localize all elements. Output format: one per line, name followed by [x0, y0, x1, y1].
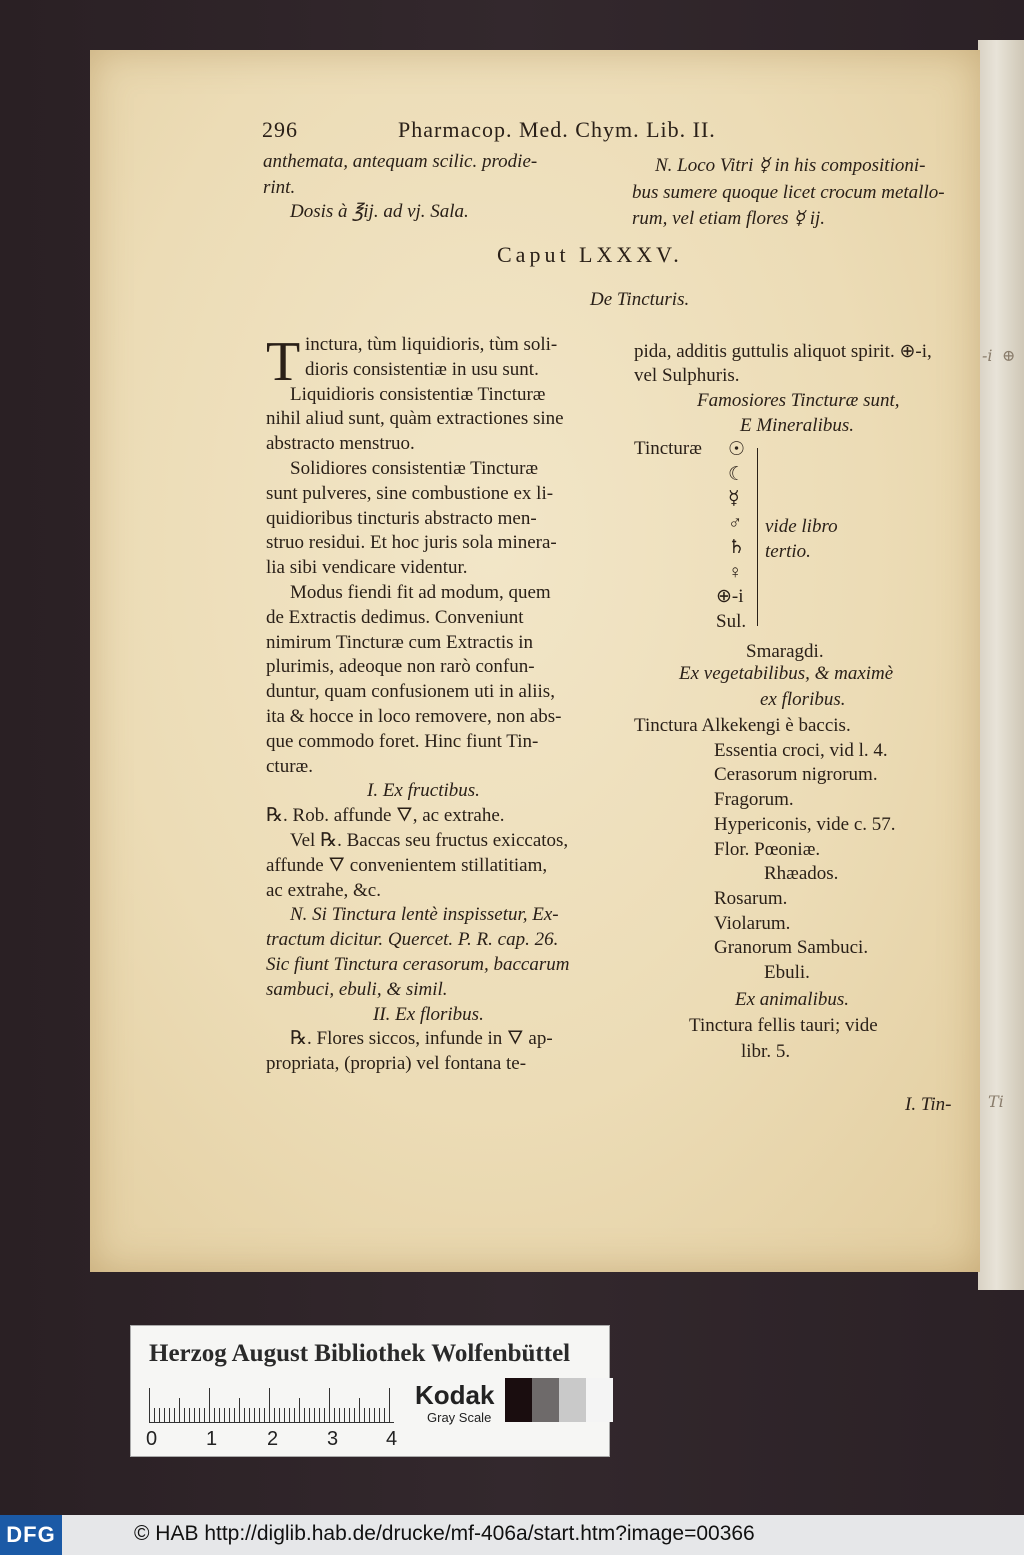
text-line: tertio.	[765, 541, 811, 562]
text-line: affunde 🜄 convenientem stillatitiam,	[266, 854, 548, 876]
symbol-item: ☉	[728, 439, 746, 460]
text-line: II. Ex floribus.	[373, 1003, 484, 1025]
footer-bar	[0, 1515, 1024, 1555]
symbol-item: ♀	[728, 561, 743, 583]
section-heading: ex floribus.	[760, 689, 846, 710]
symbol-item: ☿	[728, 488, 740, 509]
ruler-tick	[189, 1408, 190, 1422]
text-line: bus sumere quoque licet crocum metallo-	[632, 182, 945, 203]
tincture-item: Granorum Sambuci.	[714, 937, 869, 959]
ruler-tick	[194, 1408, 195, 1422]
ruler-tick	[339, 1408, 340, 1422]
text-line: N. Loco Vitri ☿ in his compositioni-	[655, 155, 926, 176]
ruler-tick	[299, 1398, 300, 1422]
text-line: propriata, (propria) vel fontana te-	[266, 1053, 527, 1075]
symbol-item: ♄	[728, 537, 746, 558]
tincture-item: Ebuli.	[764, 962, 810, 983]
symbol-item: ⊕-i	[716, 586, 744, 607]
tincture-item: Essentia croci, vid l. 4.	[714, 739, 888, 761]
ruler-tick	[169, 1408, 170, 1422]
section-heading: Ex animalibus.	[735, 989, 849, 1010]
ruler-tick	[249, 1408, 250, 1422]
ruler-tick	[284, 1408, 285, 1422]
ruler-number: 4	[386, 1428, 398, 1450]
ruler-number: 0	[146, 1428, 158, 1450]
kodak-logo: Kodak	[415, 1380, 495, 1410]
ruler-tick	[289, 1408, 290, 1422]
ruler-tick	[389, 1388, 390, 1422]
text-line: cturæ.	[266, 755, 313, 777]
ruler-tick	[154, 1408, 155, 1422]
ruler-tick	[314, 1408, 315, 1422]
text-line: Liquidioris consistentiæ Tincturæ	[290, 383, 546, 405]
ruler-tick	[294, 1408, 295, 1422]
ruler-number: 2	[267, 1428, 279, 1450]
ruler-tick	[379, 1408, 380, 1422]
scale-card	[130, 1325, 610, 1457]
ruler-tick	[344, 1408, 345, 1422]
ruler-tick	[204, 1408, 205, 1422]
text-line: Tincturæ	[634, 438, 702, 459]
ruler-tick	[219, 1408, 220, 1422]
text-line: libr. 5.	[741, 1041, 791, 1062]
text-line: que commodo foret. Hinc fiunt Tin-	[266, 730, 539, 752]
gray-scale-label: Gray Scale	[427, 1410, 492, 1425]
symbol-item: Sul.	[716, 610, 747, 632]
section-heading: Ex vegetabilibus, & maximè	[679, 663, 894, 684]
ruler-number: 1	[206, 1428, 218, 1450]
library-name: Herzog August Bibliothek Wolfenbüttel	[149, 1340, 571, 1367]
text-line: nimirum Tincturæ cum Extractis in	[266, 631, 534, 653]
text-line: anthemata, antequam scilic. prodie-	[263, 151, 538, 172]
text-line: quidioribus tincturis abstracto men-	[266, 507, 537, 529]
ruler-tick	[264, 1408, 265, 1422]
ruler-tick	[179, 1398, 180, 1422]
tincture-item: Rosarum.	[714, 887, 788, 909]
tincture-item: Fragorum.	[714, 789, 794, 811]
section-heading: E Mineralibus.	[740, 415, 854, 436]
text-line: ita & hocce in loco removere, non abs-	[266, 706, 562, 727]
ruler-tick	[149, 1388, 150, 1422]
text-line: struo residui. Et hoc juris sola minera-	[266, 532, 557, 554]
text-line: vel Sulphuris.	[634, 365, 740, 386]
catchword: I. Tin-	[905, 1094, 952, 1115]
text-line: pida, additis guttulis aliquot spirit. ⊕-i,	[634, 341, 932, 362]
gray-patch	[559, 1378, 586, 1422]
ruler-tick	[364, 1408, 365, 1422]
edge-fragment: ⊕	[1002, 346, 1016, 365]
text-line: vide libro	[765, 516, 838, 537]
text-line: sambuci, ebuli, & simil.	[266, 978, 448, 1000]
tincture-item: Tinctura Alkekengi è baccis.	[634, 715, 851, 736]
text-line: ℞. Rob. affunde 🜄, ac extrahe.	[266, 805, 505, 827]
text-line: rint.	[263, 177, 296, 198]
text-line: I. Ex fructibus.	[367, 780, 480, 802]
ruler-tick	[159, 1408, 160, 1422]
brace	[757, 448, 758, 626]
text-line: Sic fiunt Tinctura cerasorum, baccarum	[266, 954, 570, 975]
copyright-link[interactable]: © HAB http://diglib.hab.de/drucke/mf-406a/start.htm?image=00366	[134, 1522, 755, 1545]
gray-patch	[505, 1378, 532, 1422]
text-line: ℞. Flores siccos, infunde in 🜄 ap-	[290, 1028, 553, 1050]
ruler-tick	[349, 1408, 350, 1422]
ruler-tick	[234, 1408, 235, 1422]
page-number: 296	[262, 117, 298, 142]
text-line: Tinctura fellis tauri; vide	[689, 1015, 878, 1036]
ruler-tick	[224, 1408, 225, 1422]
text-line: Smaragdi.	[746, 641, 824, 662]
ruler-tick	[369, 1408, 370, 1422]
ruler-tick	[199, 1408, 200, 1422]
scale-ruler	[149, 1388, 394, 1423]
running-title: Pharmacop. Med. Chym. Lib. II.	[398, 117, 716, 142]
text-line: ac extrahe, &c.	[266, 879, 381, 901]
gray-patch	[532, 1378, 559, 1422]
edge-fragment: Ti	[988, 1092, 1004, 1111]
section-heading: Famosiores Tincturæ sunt,	[697, 390, 900, 411]
ruler-tick	[279, 1408, 280, 1422]
ruler-tick	[209, 1388, 210, 1422]
tincture-item: Rhæados.	[764, 863, 839, 885]
ruler-number: 3	[327, 1428, 339, 1450]
ruler-tick	[309, 1408, 310, 1422]
ruler-tick	[334, 1408, 335, 1422]
symbol-item: ♂	[728, 512, 743, 534]
text-line: dioris consistentiæ in usu sunt.	[305, 358, 539, 380]
gray-patch	[586, 1378, 613, 1422]
tincture-item: Flor. Pœoniæ.	[714, 838, 821, 860]
text-line: Solidiores consistentiæ Tincturæ	[290, 458, 539, 479]
ruler-tick	[319, 1408, 320, 1422]
text-line: de Extractis dedimus. Conveniunt	[266, 606, 524, 628]
edge-fragment: -i	[982, 346, 993, 365]
text-line: lia sibi vendicare videntur.	[266, 557, 468, 579]
tincture-item: Violarum.	[714, 912, 791, 934]
ruler-tick	[384, 1408, 385, 1422]
ruler-tick	[184, 1408, 185, 1422]
drop-cap: T	[266, 331, 301, 393]
ruler-tick	[354, 1408, 355, 1422]
ruler-tick	[274, 1408, 275, 1422]
text-line: nihil aliud sunt, quàm extractiones sine	[266, 408, 564, 430]
ruler-tick	[359, 1398, 360, 1422]
text-line: rum, vel etiam flores ☿ ij.	[632, 208, 826, 229]
chapter-heading: Caput LXXXV.	[497, 242, 683, 267]
ruler-tick	[259, 1408, 260, 1422]
ruler-tick	[304, 1408, 305, 1422]
ruler-tick	[324, 1408, 325, 1422]
next-page-edge	[978, 40, 1024, 1290]
text-line: tractum dicitur. Quercet. P. R. cap. 26.	[266, 929, 559, 951]
dfg-logo: DFG	[0, 1515, 62, 1555]
text-line: abstracto menstruo.	[266, 433, 415, 455]
chapter-subtitle: De Tincturis.	[590, 289, 690, 310]
symbol-item: ☾	[728, 463, 746, 485]
ruler-tick	[229, 1408, 230, 1422]
ruler-tick	[374, 1408, 375, 1422]
text-line: duntur, quam confusionem uti in aliis,	[266, 681, 555, 703]
ruler-tick	[164, 1408, 165, 1422]
ruler-tick	[174, 1408, 175, 1422]
text-line: plurimis, adeoque non rarò confun-	[266, 656, 535, 678]
ruler-tick	[214, 1408, 215, 1422]
text-line: inctura, tùm liquidioris, tùm soli-	[305, 334, 558, 355]
ruler-tick	[254, 1408, 255, 1422]
tincture-item: Hypericonis, vide c. 57.	[714, 813, 896, 835]
text-line: N. Si Tinctura lentè inspissetur, Ex-	[290, 904, 559, 926]
ruler-tick	[329, 1388, 330, 1422]
text-line: Vel ℞. Baccas seu fructus exiccatos,	[290, 830, 569, 851]
text-line: Dosis à ℥ij. ad vj. Sala.	[290, 201, 469, 222]
text-line: Modus fiendi fit ad modum, quem	[290, 582, 551, 603]
text-line: sunt pulveres, sine combustione ex li-	[266, 482, 554, 504]
ruler-tick	[239, 1398, 240, 1422]
book-page	[90, 50, 980, 1272]
tincture-item: Cerasorum nigrorum.	[714, 764, 878, 786]
ruler-tick	[269, 1388, 270, 1422]
ruler-tick	[244, 1408, 245, 1422]
